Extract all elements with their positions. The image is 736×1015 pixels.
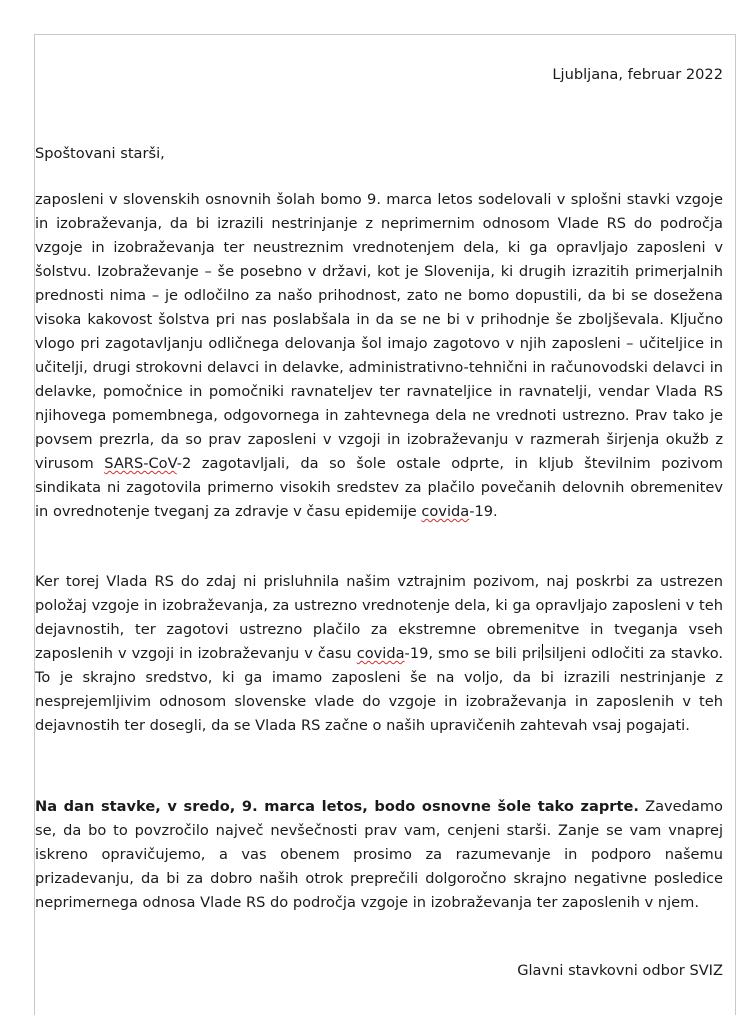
date-line: Ljubljana, februar 2022 bbox=[552, 66, 723, 83]
paragraph-2-text-a: Ker torej Vlada RS do zdaj ni prisluhnila našim vztrajnim pozivom, naj poskrbi za ustrezen položaj vzgoje in izobraževanja, za ustrezno vrednotenje dela, ki ga opravljajo zaposleni v teh dejavnostih, ter zagotovi ustrezno plačilo za ekstremne obremenitve in tveganja vseh zaposlenih v vzgoji in izobraževanju v času bbox=[35, 573, 723, 662]
paragraph-1-text-c: -19. bbox=[469, 503, 498, 520]
paragraph-2-text-c: siljeni odločiti za stavko. To je skrajno sredstvo, ki ga imamo zaposleni še na voljo, da bi izrazili nestrinjanje z nesprejemljivim odnosom slovenske vlade do vzgoje in izobraževanja in zaposlenih v teh dejavnostih ter dosegli, da se Vlada RS začne o naših upravičenih zahtevah vsaj pogajati. bbox=[35, 645, 724, 734]
paragraph-3 bbox=[35, 795, 723, 915]
paragraph-3-text: Zavedamo se, da bo to povzročilo največ nevšečnosti prav vam, cenjeni starši. Zanje se vam vnaprej iskreno opravičujemo, a vas obenem prosimo za razumevanje in podporo našemu prizadevanju, da bi za dobro naših otrok preprečili dolgoročno skrajno negativne posledice neprimernega odnosa Vlade RS do področja vzgoje in izobraževanja ter zaposlenih v njem. bbox=[35, 798, 723, 911]
spellcheck-marked-word: SARS-CoV bbox=[104, 455, 177, 472]
paragraph-1-text-a: zaposleni v slovenskih osnovnih šolah bomo 9. marca letos sodelovali v splošni stavki vzgoje in izobraževanja, da bi izrazili nestrinjanje z neprimernim odnosom Vlade RS do področja vzgoje in izobraževanja ter neustreznim vrednotenjem dela, ki ga opravljajo zaposleni v šolstvu. Izobraževanje – še posebno v državi, kot je Slovenija, ki drugih izrazitih primerjalnih prednosti nima – je odločilno za našo prihodnost, zato ne bomo dopustili, da bi se dosežena visoka kakovost šolstva pri nas poslabšala in da se ne bi v prihodnje še zboljševala. Ključno vlogo pri zagotavljanju odličnega delovanja šol imajo zagotovo v njih zaposleni – učiteljice in učitelji, drugi strokovni delavci in delavke, administrativno-tehnični in računovodski delavci in delavke, pomočnice in pomočniki ravnateljev ter ravnateljice in ravnatelji, vendar Vlada RS njihovega pomembnega, odgovornega in zahtevnega dela ne vrednoti ustrezno. Prav tako je povsem prezrla, da so prav zaposleni v vzgoji in izobraževanju v razmerah širjenja okužb z virusom bbox=[35, 191, 723, 472]
signature: Glavni stavkovni odbor SVIZ bbox=[517, 962, 723, 979]
paragraph-1 bbox=[35, 188, 723, 524]
paragraph-2 bbox=[35, 570, 723, 738]
spellcheck-marked-word: covida bbox=[356, 645, 405, 662]
spellcheck-marked-word: covida bbox=[421, 503, 470, 520]
document-page[interactable] bbox=[34, 34, 736, 1015]
salutation: Spoštovani starši, bbox=[35, 145, 165, 162]
paragraph-3-bold-text: Na dan stavke, v sredo, 9. marca letos, bodo osnovne šole tako zaprte. bbox=[35, 798, 639, 815]
paragraph-2-text-b: -19, smo se bili pri bbox=[404, 645, 542, 662]
paragraph-1-text-b: -2 zagotavljali, da so šole ostale odprte, in kljub številnim pozivom sindikata ni zagotovila primerno visokih sredstev za plačilo povečanih delovnih obremenitev in ovrednotenje tveganj za zdravje v času epidemije bbox=[35, 455, 723, 520]
text-cursor bbox=[542, 644, 543, 660]
